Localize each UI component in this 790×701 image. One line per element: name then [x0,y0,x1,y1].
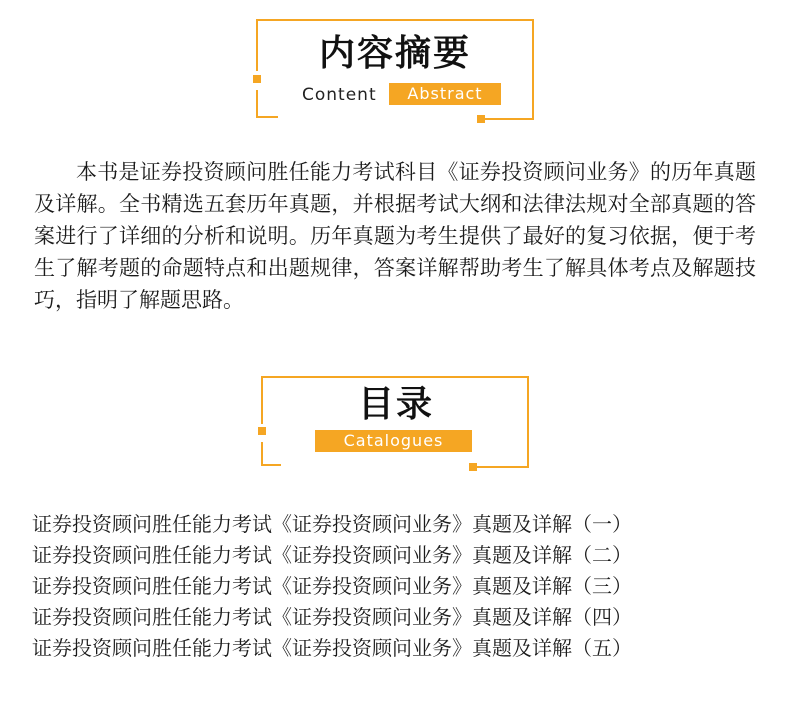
catalogue-item-3[interactable]: 证券投资顾问胜任能力考试《证券投资顾问业务》真题及详解（三） [32,574,632,598]
catalogue-item-2[interactable]: 证券投资顾问胜任能力考试《证券投资顾问业务》真题及详解（二） [32,543,632,567]
catalogue-item-1[interactable]: 证券投资顾问胜任能力考试《证券投资顾问业务》真题及详解（一） [32,512,632,536]
frame-left-line-upper [256,19,258,71]
abstract-subtitle-tag: Abstract [389,83,501,105]
frame-left-dot [258,427,266,435]
abstract-title: 内容摘要 [318,33,471,74]
frame-top-line [261,376,529,378]
frame-left-line-lower [256,90,258,118]
frame-bottom-dot [469,463,477,471]
frame-bottom-line-right [478,118,534,120]
abstract-body-text: 本书是证券投资顾问胜任能力考试科目《证券投资顾问业务》的历年真题及详解。全书精选五套历年真题，并根据考试大纲和法律法规对全部真题的答案进行了详细的分析和说明。历年真题为考生提供了最好的复习依据，便于考生了解考题的命题特点和出题规律，答案详解帮助考生了解具体考点及解题技巧，指明了解题思路。 [34,160,756,312]
catalogue-title: 目录 [357,384,434,425]
catalogue-subtitle-tag: Catalogues [315,430,472,452]
abstract-subtitle-plain: Content [302,85,377,105]
frame-right-line [527,376,529,468]
catalogue-list [32,509,632,664]
catalogue-item-4[interactable]: 证券投资顾问胜任能力考试《证券投资顾问业务》真题及详解（四） [32,605,632,629]
frame-left-line-upper [261,376,263,424]
frame-bottom-dot [477,115,485,123]
frame-bottom-line-left [256,116,278,118]
frame-bottom-line-left [261,464,281,466]
catalogue-item-5[interactable]: 证券投资顾问胜任能力考试《证券投资顾问业务》真题及详解（五） [32,636,632,660]
frame-bottom-line-right [472,466,529,468]
frame-right-line [532,19,534,120]
frame-left-dot [253,75,261,83]
frame-top-line [256,19,534,21]
frame-left-line-lower [261,442,263,466]
